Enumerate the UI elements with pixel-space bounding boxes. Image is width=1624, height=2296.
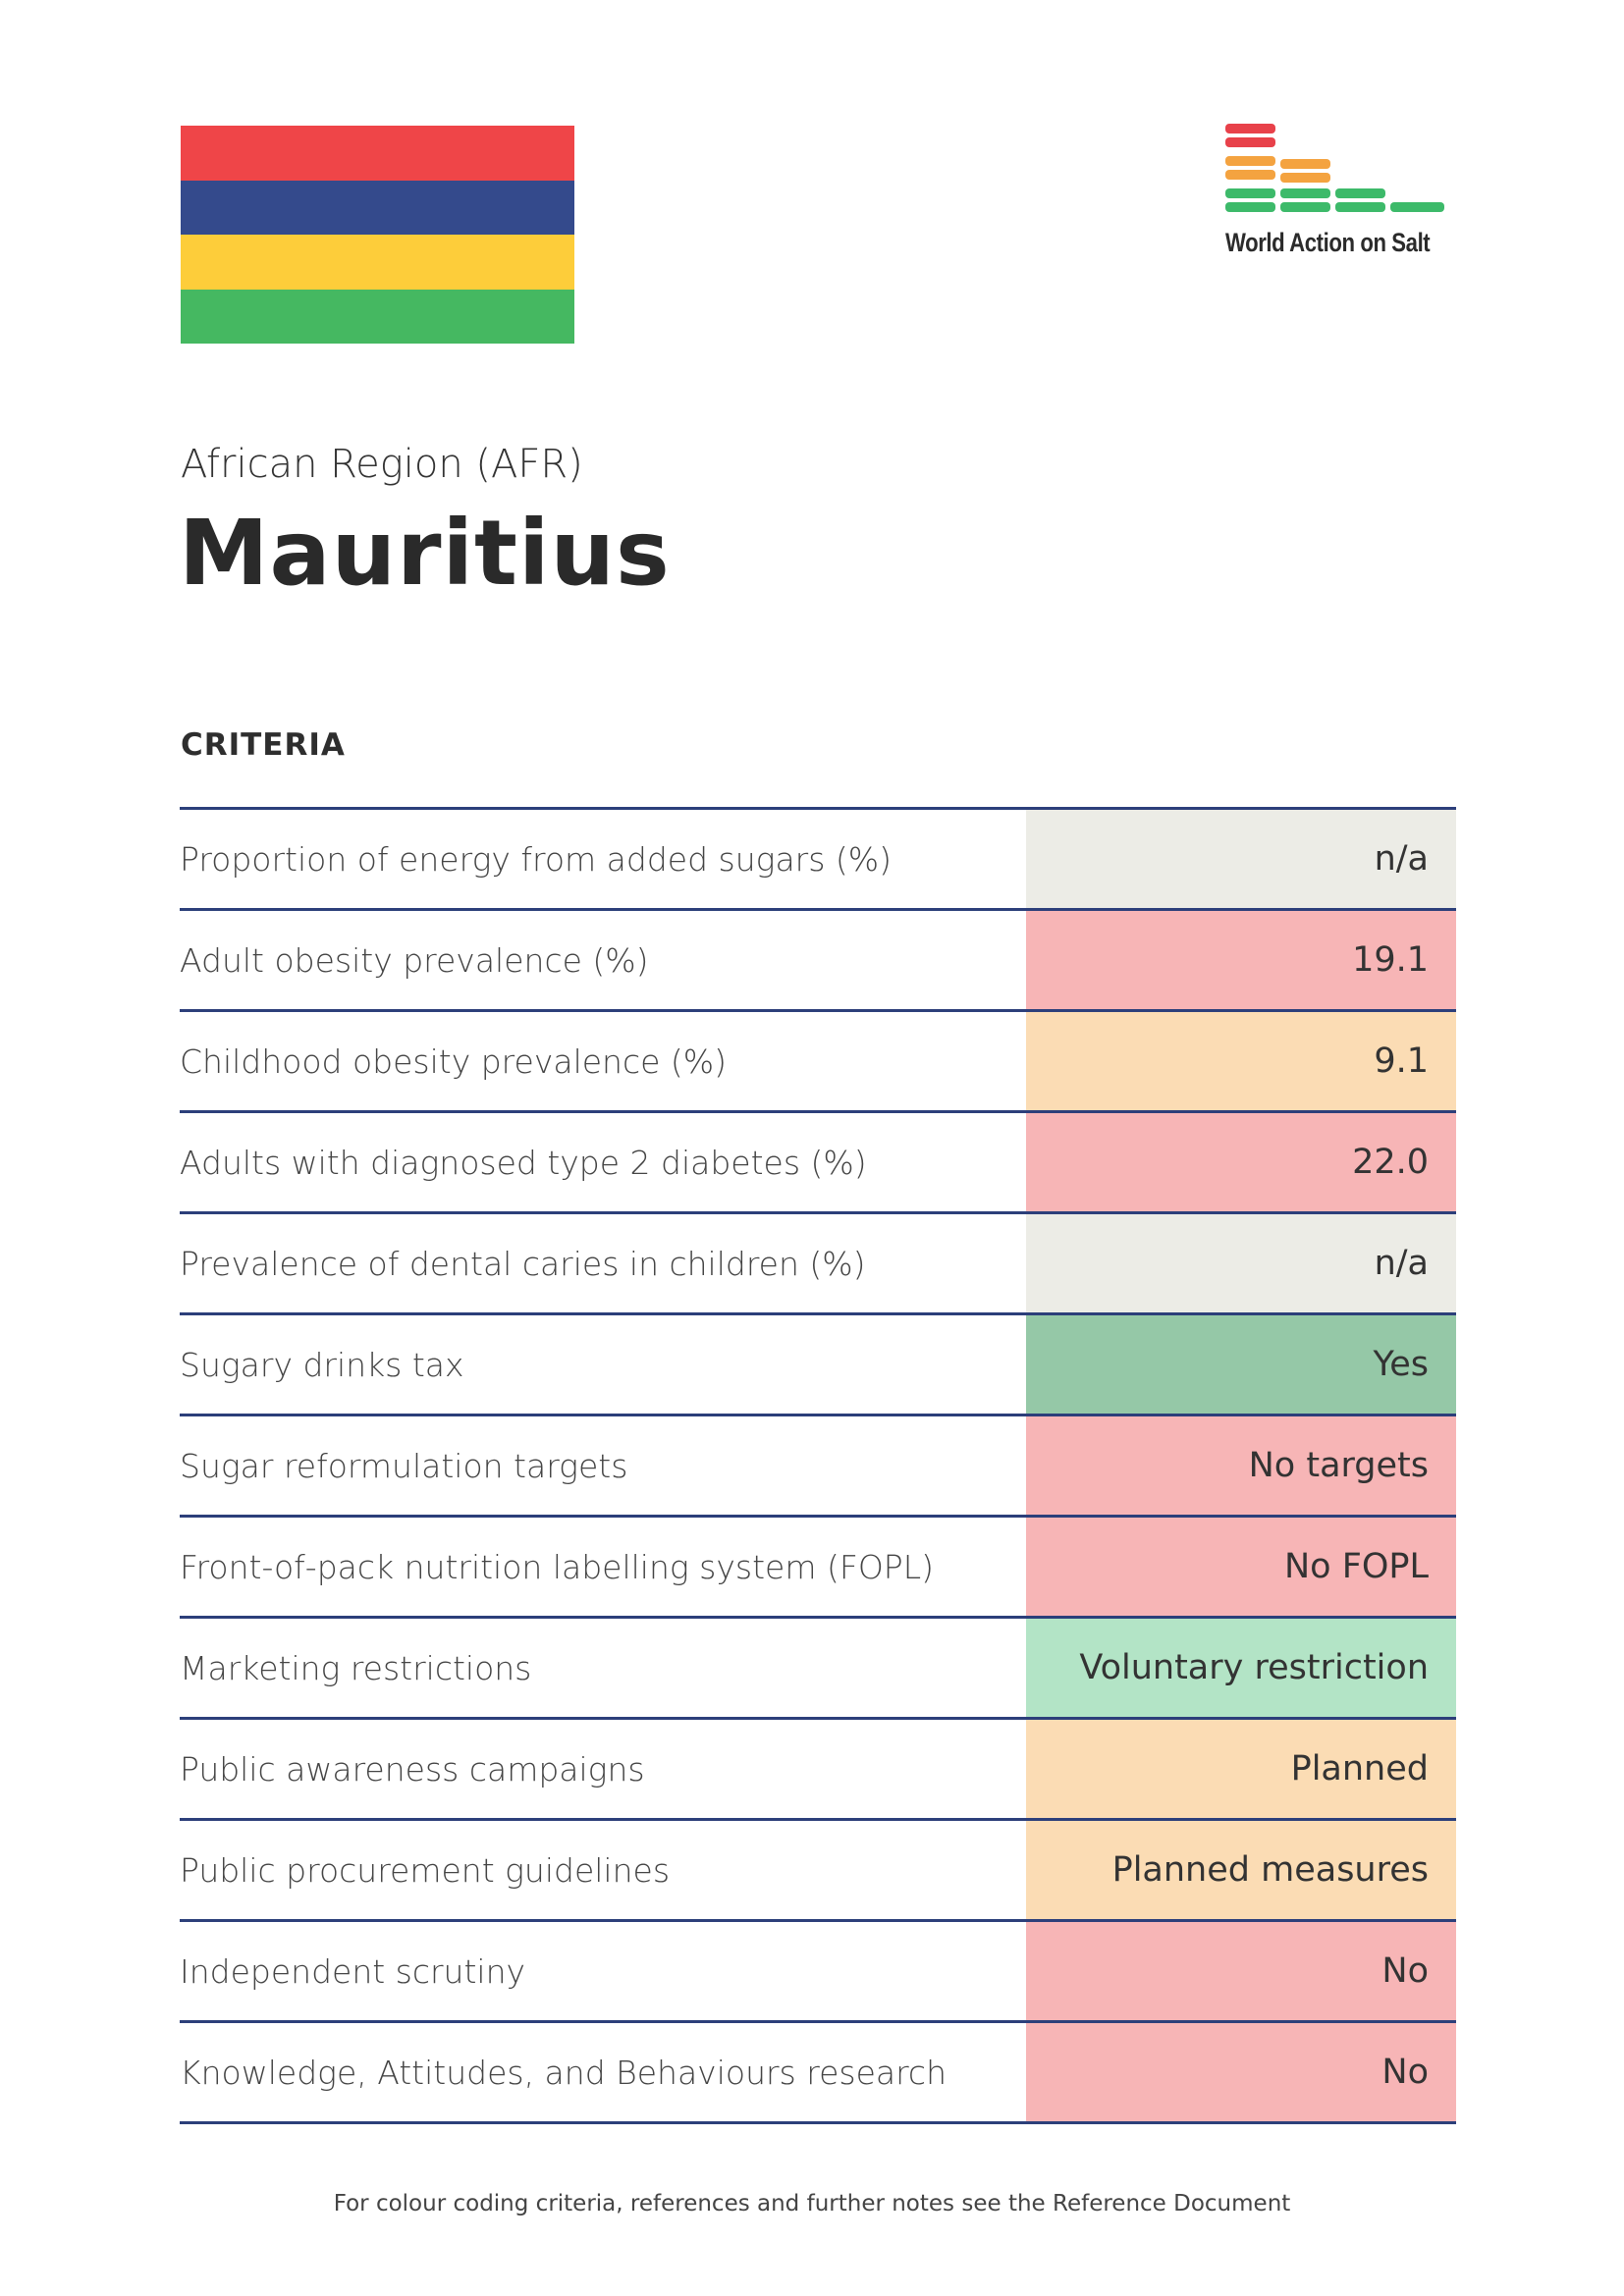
- world-action-on-salt-logo: [1223, 122, 1449, 269]
- criteria-value: Planned: [1026, 1720, 1456, 1818]
- page-title: Mauritius: [179, 501, 671, 606]
- footer-note: For colour coding criteria, references and further notes see the Reference Document: [333, 2191, 1291, 2216]
- flag-stripe-yellow: [181, 235, 574, 290]
- flag-stripe-green: [181, 290, 574, 345]
- table-row: [180, 1214, 1456, 1315]
- criteria-label: Prevalence of dental caries in children (%): [180, 1244, 866, 1283]
- criteria-value: n/a: [1026, 1214, 1456, 1312]
- salt-bars-icon: [1223, 122, 1449, 226]
- flag-stripe-red: [181, 126, 574, 181]
- region-label: African Region (AFR): [181, 442, 583, 487]
- country-flag: [181, 126, 574, 344]
- criteria-label: Front-of-pack nutrition labelling system (FOPL): [180, 1547, 934, 1586]
- criteria-value: No: [1026, 2023, 1456, 2121]
- criteria-value: 22.0: [1026, 1113, 1456, 1211]
- criteria-label: Adults with diagnosed type 2 diabetes (%): [180, 1143, 867, 1182]
- criteria-label: Proportion of energy from added sugars (%): [180, 839, 893, 879]
- criteria-value: n/a: [1026, 810, 1456, 908]
- table-row: [180, 1720, 1456, 1821]
- criteria-label: Knowledge, Attitudes, and Behaviours research: [180, 2053, 947, 2092]
- table-row: [180, 2023, 1456, 2124]
- table-row: [180, 1315, 1456, 1416]
- table-row: [180, 1518, 1456, 1619]
- criteria-label: Adult obesity prevalence (%): [180, 940, 649, 980]
- criteria-table: [180, 807, 1456, 2124]
- criteria-label: Sugar reformulation targets: [180, 1446, 628, 1485]
- table-row: [180, 1416, 1456, 1518]
- table-row: [180, 1619, 1456, 1720]
- table-row: [180, 1113, 1456, 1214]
- table-row: [180, 1922, 1456, 2023]
- criteria-value: No targets: [1026, 1416, 1456, 1515]
- logo-text: World Action on Salt: [1225, 228, 1431, 257]
- criteria-value: Voluntary restriction: [1026, 1619, 1456, 1717]
- criteria-label: Public procurement guidelines: [180, 1850, 671, 1890]
- table-row: [180, 1012, 1456, 1113]
- criteria-value: Yes: [1026, 1315, 1456, 1414]
- criteria-label: Public awareness campaigns: [180, 1749, 645, 1789]
- criteria-label: Marketing restrictions: [180, 1648, 532, 1687]
- criteria-value: Planned measures: [1026, 1821, 1456, 1919]
- table-row: [180, 1821, 1456, 1922]
- table-row: [180, 810, 1456, 911]
- flag-stripe-blue: [181, 181, 574, 236]
- criteria-value: No FOPL: [1026, 1518, 1456, 1616]
- criteria-heading: CRITERIA: [181, 727, 346, 763]
- criteria-value: 9.1: [1026, 1012, 1456, 1110]
- criteria-label: Childhood obesity prevalence (%): [180, 1041, 728, 1081]
- table-row: [180, 911, 1456, 1012]
- criteria-label: Sugary drinks tax: [180, 1345, 464, 1384]
- criteria-label: Independent scrutiny: [180, 1951, 526, 1991]
- criteria-value: No: [1026, 1922, 1456, 2020]
- criteria-value: 19.1: [1026, 911, 1456, 1009]
